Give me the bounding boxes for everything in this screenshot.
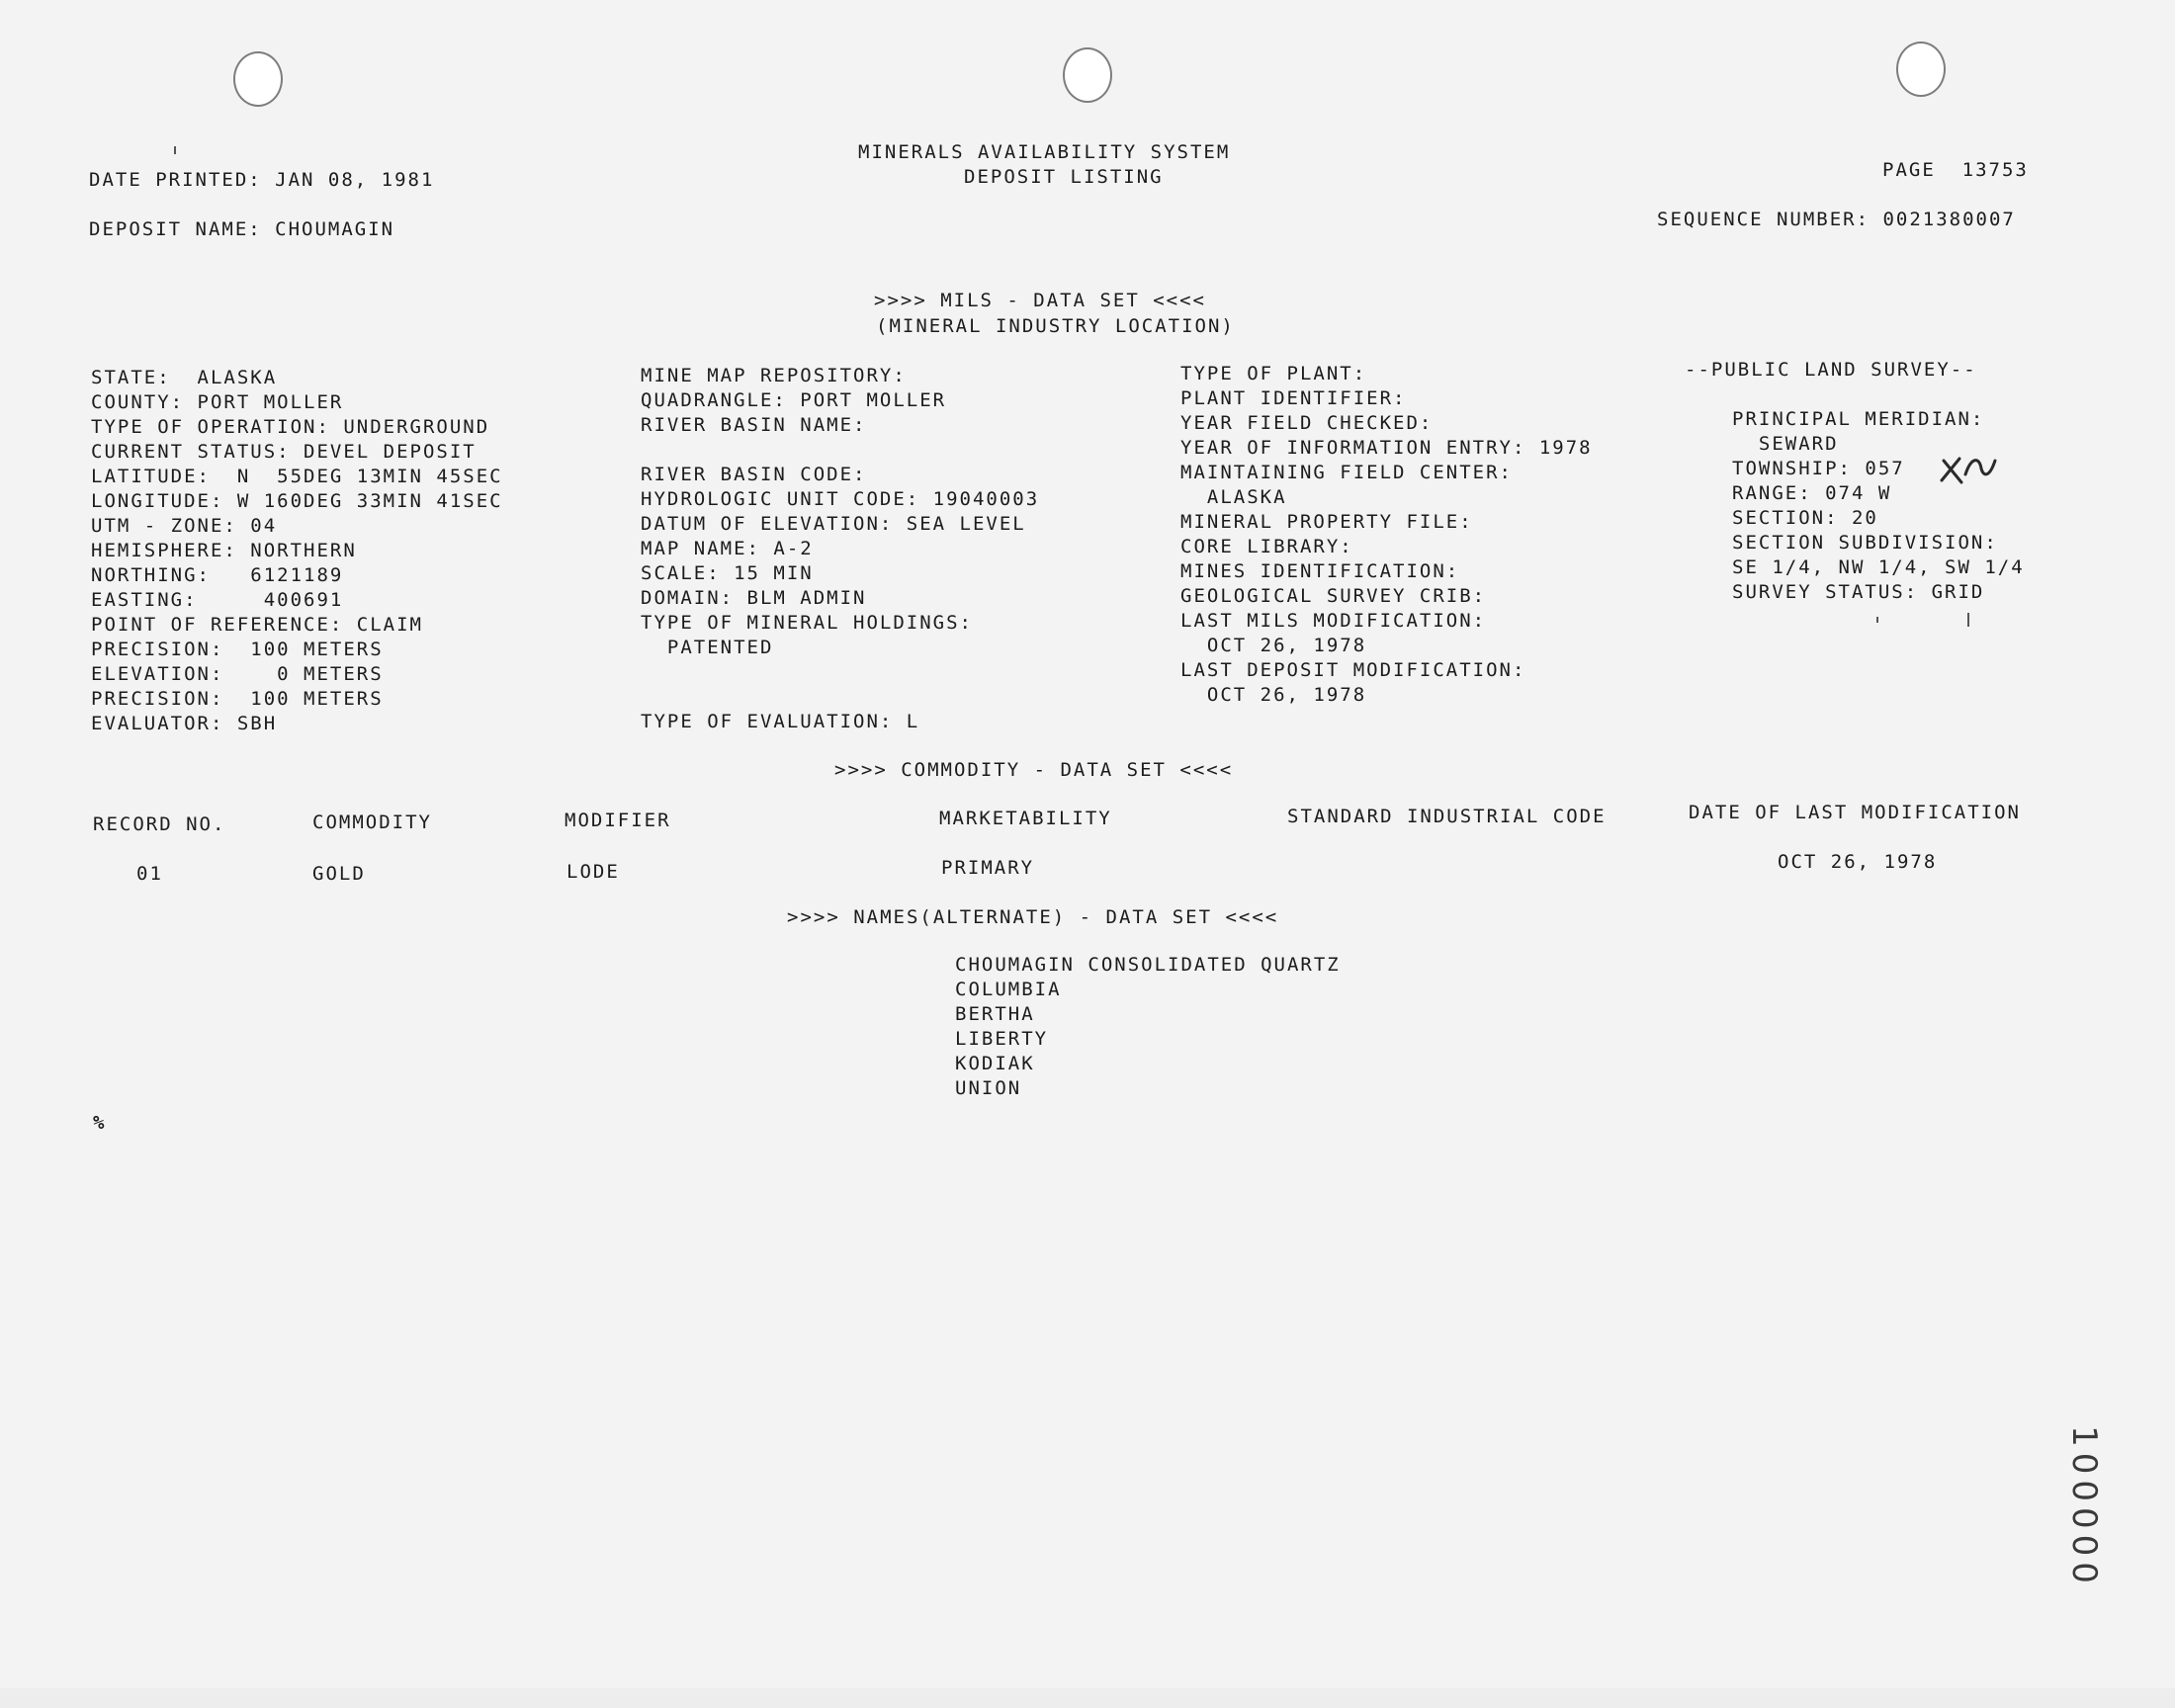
field-line: RANGE: 074 W bbox=[1732, 482, 1892, 504]
field-line: SECTION SUBDIVISION: bbox=[1732, 532, 1998, 554]
stray-mark bbox=[1967, 613, 1969, 627]
field-line: PATENTED bbox=[641, 637, 774, 658]
map-column bbox=[641, 364, 1039, 734]
field-line: SECTION: 20 bbox=[1732, 507, 1878, 529]
field-line: POINT OF REFERENCE: CLAIM bbox=[91, 614, 423, 636]
public-land-survey-title: --PUBLIC LAND SURVEY-- bbox=[1685, 359, 1977, 381]
deposit-name: DEPOSIT NAME: CHOUMAGIN bbox=[89, 218, 395, 240]
alternate-name: UNION bbox=[955, 1077, 1022, 1099]
field-line: EASTING: 400691 bbox=[91, 589, 344, 611]
field-line: DOMAIN: BLM ADMIN bbox=[641, 587, 867, 609]
field-line: TYPE OF MINERAL HOLDINGS: bbox=[641, 612, 973, 634]
location-column bbox=[91, 366, 503, 736]
binder-hole-center bbox=[1063, 47, 1112, 103]
field-line: LATITUDE: N 55DEG 13MIN 45SEC bbox=[91, 466, 503, 487]
alternate-name: COLUMBIA bbox=[955, 979, 1062, 1000]
frame-number: 100000 bbox=[2064, 1425, 2104, 1589]
field-line: SEWARD bbox=[1732, 433, 1839, 455]
field-line: YEAR FIELD CHECKED: bbox=[1180, 412, 1434, 434]
survey-column bbox=[1732, 407, 2025, 605]
system-title: MINERALS AVAILABILITY SYSTEM bbox=[858, 141, 1231, 163]
field-line: OCT 26, 1978 bbox=[1180, 684, 1367, 706]
listing-title: DEPOSIT LISTING bbox=[964, 166, 1164, 188]
alternate-name: CHOUMAGIN CONSOLIDATED QUARTZ bbox=[955, 954, 1341, 976]
field-line: ALASKA bbox=[1180, 486, 1287, 508]
handwritten-mark bbox=[1936, 447, 1999, 490]
names-section-title: >>>> NAMES(ALTERNATE) - DATA SET <<<< bbox=[787, 906, 1279, 928]
header-last-modification: DATE OF LAST MODIFICATION bbox=[1689, 802, 2021, 823]
field-line: LAST MILS MODIFICATION: bbox=[1180, 610, 1487, 632]
field-line: PLANT IDENTIFIER: bbox=[1180, 387, 1407, 409]
field-line: PRINCIPAL MERIDIAN: bbox=[1732, 408, 1985, 430]
header-sic: STANDARD INDUSTRIAL CODE bbox=[1287, 806, 1607, 827]
header-marketability: MARKETABILITY bbox=[939, 808, 1112, 829]
page-number: PAGE 13753 bbox=[1882, 159, 2029, 181]
field-line: GEOLOGICAL SURVEY CRIB: bbox=[1180, 585, 1487, 607]
field-line: QUADRANGLE: PORT MOLLER bbox=[641, 389, 947, 411]
field-line: NORTHING: 6121189 bbox=[91, 564, 344, 586]
field-line bbox=[641, 685, 1039, 710]
frame-number-stamp bbox=[2064, 1413, 2104, 1601]
binder-hole-left bbox=[233, 51, 283, 107]
alternate-name: BERTHA bbox=[955, 1003, 1035, 1025]
field-line: STATE: ALASKA bbox=[91, 367, 278, 388]
field-line: UTM - ZONE: 04 bbox=[91, 515, 278, 537]
cell-commodity: GOLD bbox=[312, 863, 366, 885]
field-line: TYPE OF EVALUATION: L bbox=[641, 711, 920, 732]
cell-last-modification: OCT 26, 1978 bbox=[1778, 851, 1938, 873]
mils-section-title: >>>> MILS - DATA SET <<<< bbox=[874, 290, 1206, 311]
commodity-section-title: >>>> COMMODITY - DATA SET <<<< bbox=[834, 759, 1234, 781]
field-line: SCALE: 15 MIN bbox=[641, 562, 814, 584]
field-line: COUNTY: PORT MOLLER bbox=[91, 391, 344, 413]
header-record-no: RECORD NO. bbox=[93, 813, 226, 835]
field-line: TYPE OF PLANT: bbox=[1180, 363, 1367, 384]
cell-modifier: LODE bbox=[566, 861, 620, 883]
cell-record-no: 01 bbox=[136, 863, 163, 885]
field-line bbox=[641, 660, 1039, 685]
header-modifier: MODIFIER bbox=[565, 810, 671, 831]
field-line: TOWNSHIP: 057 bbox=[1732, 458, 1905, 479]
sequence-number: SEQUENCE NUMBER: 0021380007 bbox=[1657, 209, 2016, 230]
field-line: RIVER BASIN NAME: bbox=[641, 414, 867, 436]
field-line: MINES IDENTIFICATION: bbox=[1180, 560, 1460, 582]
mils-section-subtitle: (MINERAL INDUSTRY LOCATION) bbox=[876, 315, 1235, 337]
plant-column bbox=[1180, 362, 1593, 708]
cell-marketability: PRIMARY bbox=[941, 857, 1035, 879]
field-line bbox=[641, 438, 1039, 463]
field-line: ELEVATION: 0 METERS bbox=[91, 663, 384, 685]
field-line: SURVEY STATUS: GRID bbox=[1732, 581, 1985, 603]
field-line: MAP NAME: A-2 bbox=[641, 538, 814, 559]
field-line: CORE LIBRARY: bbox=[1180, 536, 1353, 557]
field-line: YEAR OF INFORMATION ENTRY: 1978 bbox=[1180, 437, 1593, 459]
alternate-names-list bbox=[955, 953, 1341, 1101]
field-line: LONGITUDE: W 160DEG 33MIN 41SEC bbox=[91, 490, 503, 512]
field-line: TYPE OF OPERATION: UNDERGROUND bbox=[91, 416, 490, 438]
field-line: LAST DEPOSIT MODIFICATION: bbox=[1180, 659, 1526, 681]
alternate-name: KODIAK bbox=[955, 1053, 1035, 1074]
field-line: PRECISION: 100 METERS bbox=[91, 688, 384, 710]
field-line: SE 1/4, NW 1/4, SW 1/4 bbox=[1732, 556, 2025, 578]
field-line: OCT 26, 1978 bbox=[1180, 635, 1367, 656]
field-line: PRECISION: 100 METERS bbox=[91, 639, 384, 660]
field-line: CURRENT STATUS: DEVEL DEPOSIT bbox=[91, 441, 477, 463]
field-line: RIVER BASIN CODE: bbox=[641, 464, 867, 485]
field-line: MINERAL PROPERTY FILE: bbox=[1180, 511, 1473, 533]
field-line: HYDROLOGIC UNIT CODE: 19040003 bbox=[641, 488, 1040, 510]
field-line: MINE MAP REPOSITORY: bbox=[641, 365, 907, 386]
binder-hole-right bbox=[1896, 42, 1946, 97]
date-printed: DATE PRINTED: JAN 08, 1981 bbox=[89, 169, 435, 191]
stray-mark bbox=[174, 146, 176, 154]
field-line: EVALUATOR: SBH bbox=[91, 713, 278, 734]
end-marker: % bbox=[93, 1112, 107, 1134]
header-commodity: COMMODITY bbox=[312, 811, 432, 833]
field-line: DATUM OF ELEVATION: SEA LEVEL bbox=[641, 513, 1026, 535]
stray-mark bbox=[1876, 617, 1878, 623]
field-line: MAINTAINING FIELD CENTER: bbox=[1180, 462, 1513, 483]
alternate-name: LIBERTY bbox=[955, 1028, 1049, 1050]
field-line: HEMISPHERE: NORTHERN bbox=[91, 540, 357, 561]
